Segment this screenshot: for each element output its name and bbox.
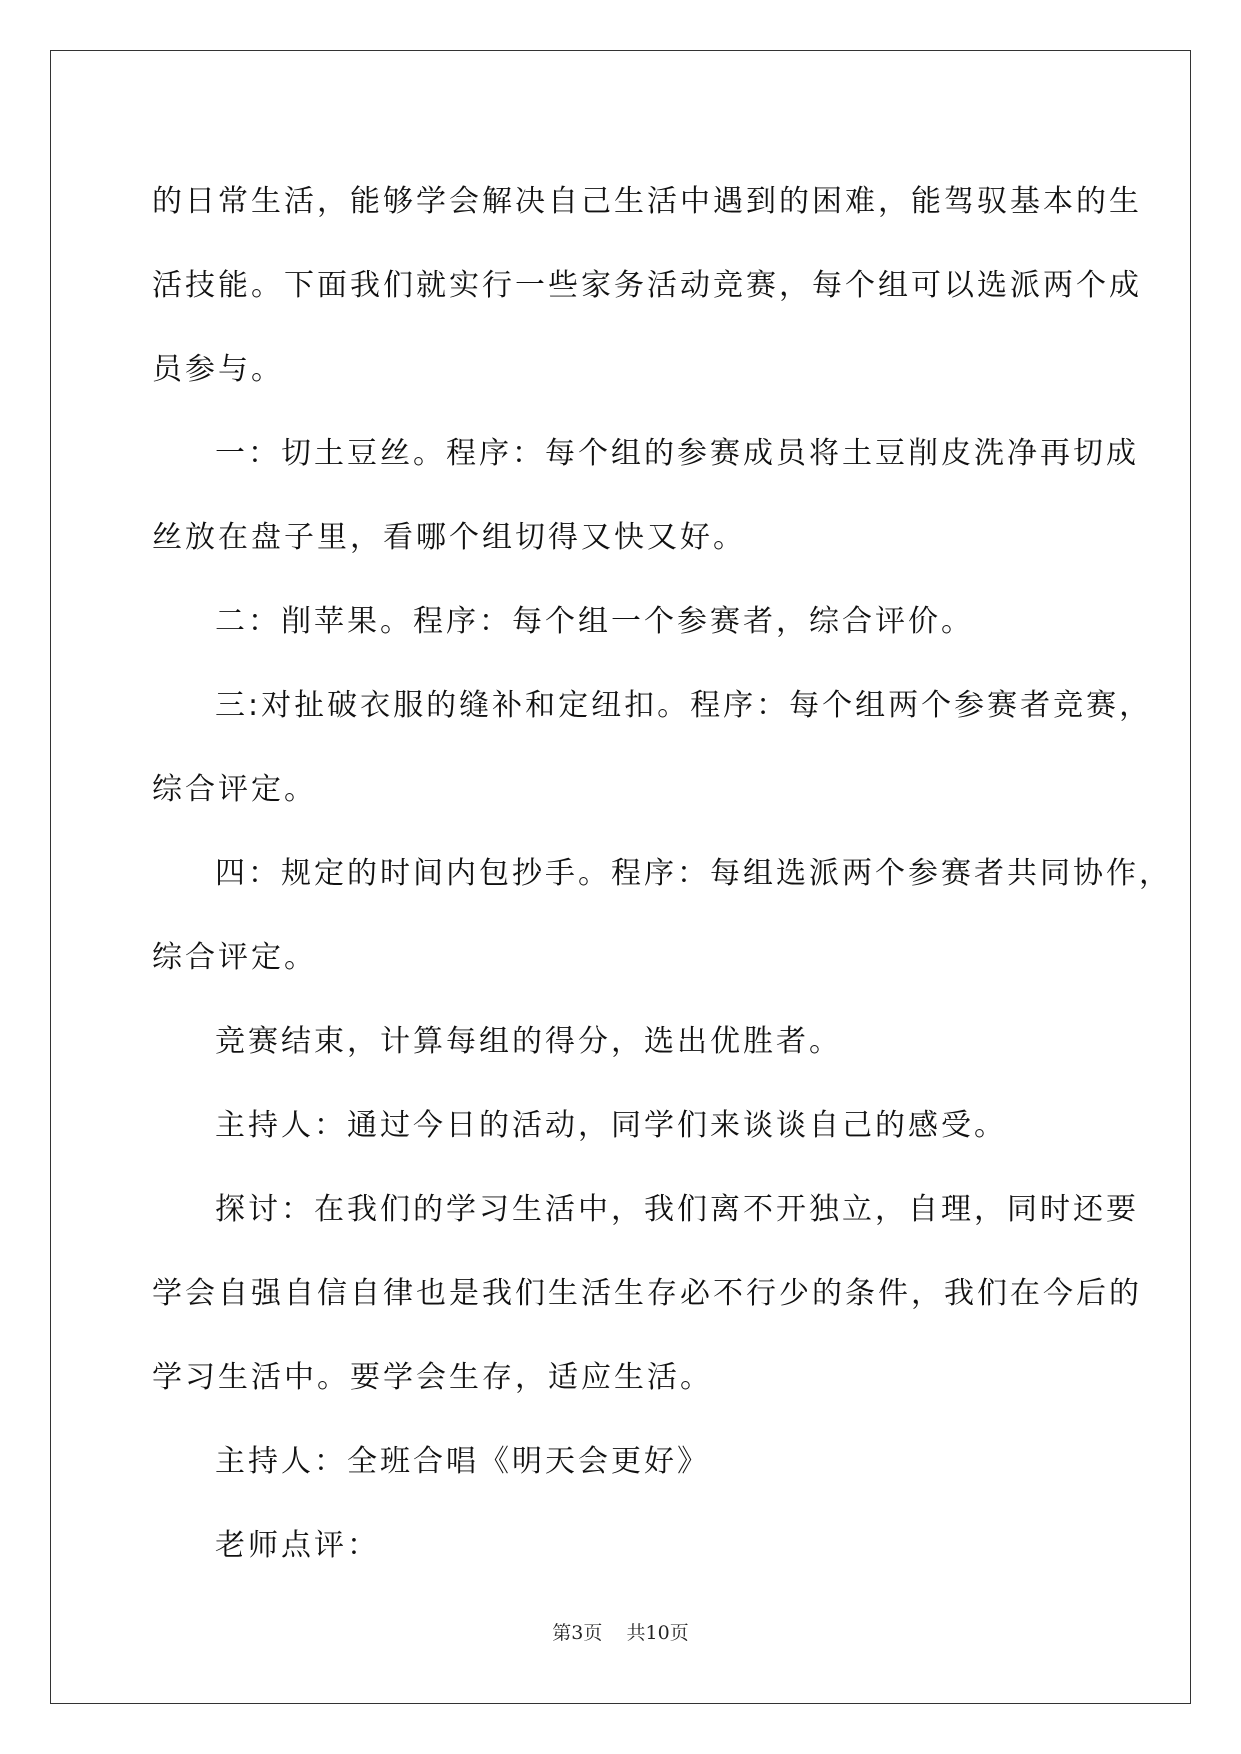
paragraph-line: 学习生活中。要学会生存，适应生活。	[152, 1360, 713, 1395]
paragraph-line: 探讨：在我们的学习生活中，我们离不开独立，自理，同时还要	[215, 1192, 1139, 1227]
page-number: 第3页	[552, 1622, 603, 1644]
paragraph-line: 的日常生活，能够学会解决自己生活中遇到的困难，能驾驭基本的生	[152, 184, 1142, 219]
paragraph-line: 主持人：通过今日的活动，同学们来谈谈自己的感受。	[215, 1108, 1007, 1143]
paragraph-line: 主持人：全班合唱《明天会更好》	[215, 1444, 710, 1479]
page-footer	[0, 1618, 1241, 1645]
paragraph-line: 竞赛结束，计算每组的得分，选出优胜者。	[215, 1024, 842, 1059]
paragraph-line: 一：切土豆丝。程序：每个组的参赛成员将土豆削皮洗净再切成	[215, 436, 1139, 471]
paragraph-line: 二：削苹果。程序：每个组一个参赛者，综合评价。	[215, 604, 974, 639]
paragraph-line: 丝放在盘子里，看哪个组切得又快又好。	[152, 520, 746, 555]
paragraph-line: 活技能。下面我们就实行一些家务活动竞赛，每个组可以选派两个成	[152, 268, 1142, 303]
paragraph-line: 员参与。	[152, 352, 284, 387]
document-body	[152, 160, 1172, 1588]
page-total: 共10页	[626, 1622, 689, 1644]
paragraph-line: 综合评定。	[152, 772, 317, 807]
paragraph-line: 老师点评：	[215, 1528, 380, 1563]
paragraph-line: 学会自强自信自律也是我们生活生存必不行少的条件，我们在今后的	[152, 1276, 1142, 1311]
paragraph-line: 四：规定的时间内包抄手。程序：每组选派两个参赛者共同协作，	[215, 856, 1172, 891]
paragraph-line: 综合评定。	[152, 940, 317, 975]
paragraph-line: 三:对扯破衣服的缝补和定纽扣。程序：每个组两个参赛者竞赛，	[215, 688, 1153, 723]
